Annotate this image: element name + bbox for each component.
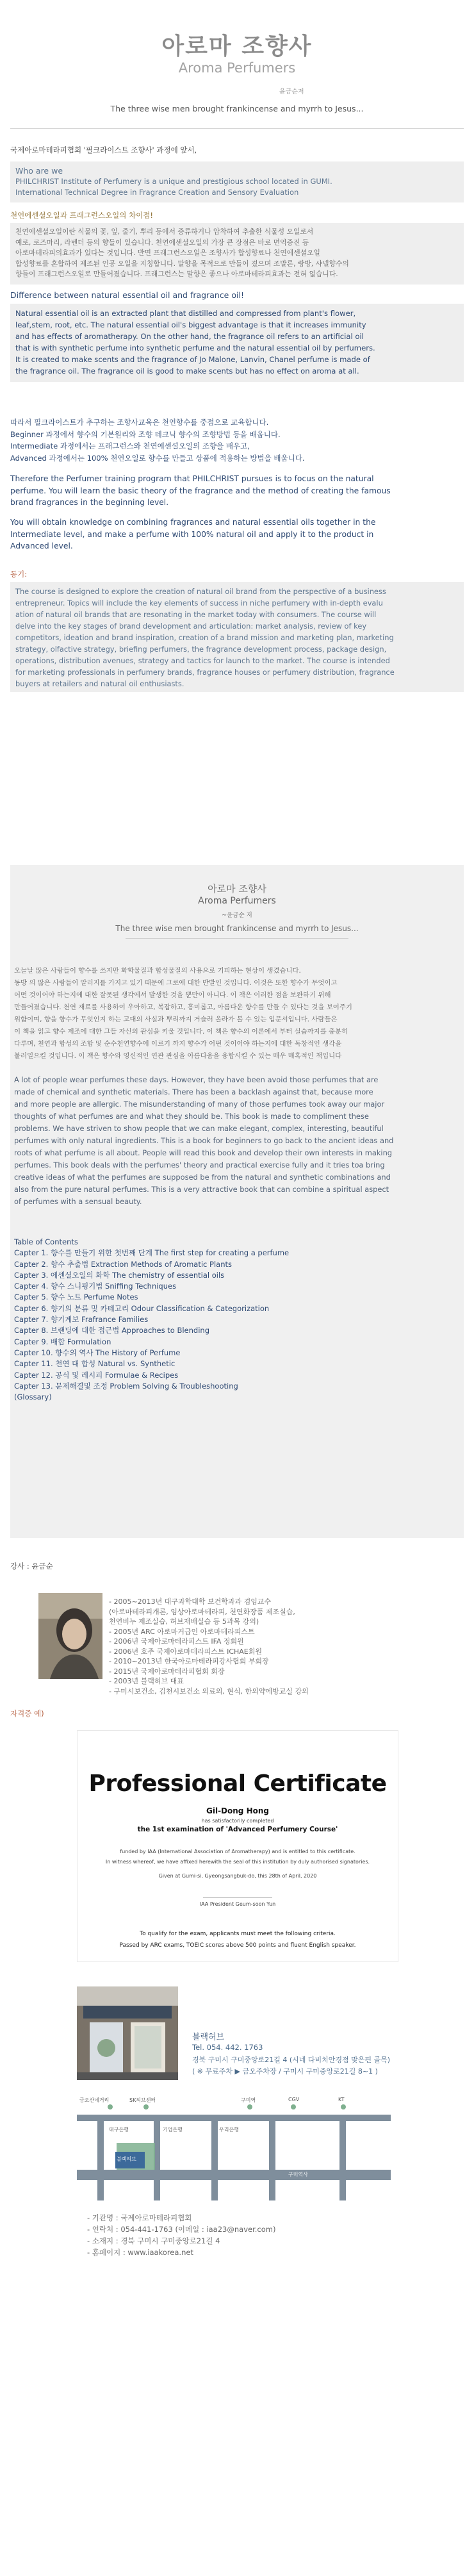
ko-line: 향들이 프래그런스오일로 만들어졌습니다. 프래그런스는 말향은 좋으나 아로마테라피효과는 전혀 없습니다. bbox=[15, 270, 338, 278]
certificate-signer: IAA President Geum-soon Yun bbox=[199, 1901, 276, 1907]
page-subtitle: Aroma Perfumers bbox=[178, 60, 296, 76]
motive-line: ation of natural oil brands that are resonating in the market today with consumers. The course will bbox=[15, 610, 377, 619]
book-section bbox=[10, 865, 464, 1538]
en-line: leaf,stem, root, etc. The natural essential oil's biggest advantage is that it increases immunity bbox=[15, 320, 366, 329]
footer-line: - 홈페이지 : www.iaakorea.net bbox=[87, 2248, 193, 2257]
map-label: 우리은행 bbox=[219, 2127, 239, 2133]
book-en-line: perfumes. This book deals with the perfumes' theory and practical exercise fully and it tries toa bring bbox=[14, 1160, 385, 1169]
book-en-line: problems. We have striven to show people that we can make elegant, complex, interesting, beautiful bbox=[14, 1124, 384, 1133]
map-label: KT bbox=[338, 2097, 345, 2102]
shop-parking: ( ※ 무료주차 ▶ 금오주차장 / 구미시 구미중앙로21길 8~1 ) bbox=[192, 2067, 378, 2076]
book-en-line: thoughts of what perfumes are and what they should be. This book is made to compliment these bbox=[14, 1112, 369, 1121]
page-title: 아로마 조향사 bbox=[161, 33, 313, 60]
toc-item: Capter 1. 향수를 만들기 위한 첫번째 단계 The first step for creating a perfume bbox=[14, 1248, 290, 1258]
certificate-qualify: To qualify for the exam, applicants must meet the following criteria. bbox=[140, 1931, 336, 1937]
shop-tel: Tel. 054. 442. 1763 bbox=[192, 2043, 263, 2052]
course-en-2 bbox=[10, 516, 464, 552]
book-en-line: creative ideas of what the perfumes are supposed be from the natural and synthetic combinations and bbox=[14, 1173, 391, 1182]
toc-item: Capter 2. 향수 추출법 Extraction Methods of Aromatic Plants bbox=[14, 1259, 232, 1269]
instructor-photo-art bbox=[38, 1593, 102, 1679]
instructor-cv bbox=[109, 1597, 429, 1696]
ko-line: 천연에센셜오일이란 식물의 꽃, 잎, 줄기, 뿌리 등에서 증류하거나 압착하여 추출한 식물성 오일로서 bbox=[15, 227, 314, 236]
cv-line: - 2010~2013년 한국아로마테라피강사협회 부회장 bbox=[109, 1657, 269, 1665]
cv-line: (아로마테라피개론, 임상아로마테라피, 천연화장품 제조실습, bbox=[109, 1607, 295, 1616]
ko-line: 예로, 로즈마리, 라벤더 등의 향들이 있습니다. 천연에센셜오일의 가장 큰 장점은 바로 면역증진 등 bbox=[15, 238, 309, 247]
certificate-witness: In witness whereof, we have affixed herewith the seal of this institution by duly authorised signatories. bbox=[105, 1859, 370, 1865]
en-diff-box bbox=[10, 304, 464, 382]
map-label: 기업은행 bbox=[163, 2127, 183, 2133]
certificate-label: 자격증 예) bbox=[10, 1709, 44, 1718]
motive-line: entrepreneur. Topics will include the key elements of success in niche perfumery with in-depth evalu bbox=[15, 599, 383, 607]
certificate-name: Gil-Dong Hong bbox=[206, 1806, 269, 1815]
cv-line: - 2005~2013년 대구과학대학 보건학과과 겸임교수 bbox=[109, 1598, 272, 1606]
shop-photo-art bbox=[77, 1986, 178, 2080]
en-line: the fragrance oil. The fragrance oil is good to make scents but has no effect on aroma at all. bbox=[15, 367, 359, 376]
ko-question: 천연에센셜오일과 프래그런스오일의 차이점! bbox=[10, 211, 153, 220]
motive-line: delve into the key stages of brand development and articulation: market analysis, review of key bbox=[15, 622, 367, 631]
who-line: International Technical Degree in Fragrance Creation and Sensory Evaluation bbox=[15, 188, 299, 197]
book-ko-line: 다루며, 천연과 합성의 조합 및 순수천연향수에 이르기 까지 향수가 어떤 것이어야 하는지에 대한 독창적인 생각을 bbox=[14, 1040, 342, 1048]
location-map bbox=[77, 2092, 391, 2200]
book-author: ~윤금순 저 bbox=[222, 912, 252, 919]
course-ko-line: Intermediate 과정에서는 프래그런스와 천연에센셜오일의 조향을 배우고, bbox=[10, 442, 250, 450]
footer-info bbox=[87, 2212, 446, 2258]
book-en-line: perfumes with only natural ingredients. This is a book for beginners to go back to the ancient ideas and bbox=[14, 1136, 394, 1145]
toc-item: Capter 8. 브랜딩에 대한 접근법 Approaches to Blending bbox=[14, 1326, 210, 1335]
book-ko-line: 이 책을 읽고 향수 제조에 대한 그들 자신의 관심을 키울 것입니다. 이 책은 향수의 이론에서 부터 실습까지를 충분히 bbox=[14, 1028, 348, 1036]
course-en-line: Advanced level. bbox=[10, 541, 73, 550]
motive-line: for marketing professionals in perfumery brands, fragrance houses or perfumery distribution, fragrance bbox=[15, 668, 395, 677]
cv-line: - 2015년 국제아로마테라피협회 회장 bbox=[109, 1667, 225, 1676]
who-line: PHILCHRIST Institute of Perfumery is a unique and prestigious school located in GUMI. bbox=[15, 177, 332, 186]
table-of-contents bbox=[14, 1237, 462, 1403]
ko-line: 합성향료를 혼합하여 제조된 인공 오일을 지칭합니다. 말향을 목적으로 만들어 졌으며 조말론, 랑방, 샤넬향수의 bbox=[15, 259, 349, 268]
intro-announce: 국제아로마테라피협회 '필크라이스트 조향사' 과정에 앞서, bbox=[10, 145, 197, 154]
certificate-card bbox=[77, 1730, 398, 1962]
map-label: 금오산네거리 bbox=[79, 2097, 110, 2103]
toc-item: Capter 12. 공식 및 레시피 Formulae & Recipes bbox=[14, 1370, 179, 1380]
en-line: and has effects of aromatherapy. On the other hand, the fragrance oil refers to an artificial oil bbox=[15, 332, 364, 341]
course-en-line: Therefore the Perfumer training program that PHILCHRIST pursues is to focus on the natural bbox=[10, 474, 374, 483]
toc-item: Capter 6. 향기의 분류 및 카테고리 Odour Classification & Categorization bbox=[14, 1303, 270, 1313]
cv-line: - 2005년 ARC 아로마거급인 아로마테라피스트 bbox=[109, 1627, 255, 1636]
ko-line: 아로마테라피의효과가 있다는 것입니다. 반면 프래그런스오일은 조향사가 합성향료나 천연에센셜오일 bbox=[15, 249, 320, 257]
en-line: that is with synthetic perfume into synthetic perfume and the natural essential oil by perfumers. bbox=[15, 343, 375, 352]
toc-item: Capter 7. 향기계보 Frafrance Families bbox=[14, 1315, 149, 1325]
cv-line: - 2006년 호주 국제아로마테라피스트 ICHAE회원 bbox=[109, 1647, 263, 1656]
ko-diff-box bbox=[10, 223, 464, 285]
book-ko-line: 만들어졌습니다. 천연 재료를 사용하여 우아하고, 복잡하고, 흥미롭고, 아름다운 향수를 만들 수 있다는 것을 보여주기 bbox=[14, 1003, 352, 1011]
toc-item: (Glossary) bbox=[14, 1392, 52, 1402]
certificate-funded: funded by IAA (International Association of Aromatherapy) and is entitled to this certificate. bbox=[120, 1849, 356, 1854]
book-title: 아로마 조향사 bbox=[208, 883, 266, 895]
instructor-label: 강사 : 윤금순 bbox=[10, 1562, 53, 1571]
map-label: SK허브센터 bbox=[129, 2097, 156, 2103]
author-credit: 윤금순저 bbox=[279, 88, 304, 95]
tagline: The three wise men brought frankincense and myrrh to Jesus... bbox=[110, 104, 364, 113]
book-ko-line: 오늘날 많은 사람들이 향수를 쓰지만 화학물질과 합성물질의 사용으로 기피하는 현상이 생겼습니다. bbox=[14, 967, 301, 975]
course-ko bbox=[10, 417, 464, 464]
course-ko-line: 따라서 필크라이스트가 추구하는 조향사교육은 천연향수를 중점으로 교육합니다. bbox=[10, 418, 269, 427]
motive-line: The course is designed to explore the creation of natural oil brand from the perspective of a business bbox=[15, 587, 386, 596]
toc-title: Table of Contents bbox=[14, 1237, 78, 1246]
book-en-line: A lot of people wear perfumes these days. However, they have been avoid those perfumes that are bbox=[14, 1075, 379, 1084]
book-divider bbox=[126, 938, 348, 939]
header bbox=[0, 0, 474, 135]
cv-line: - 2003년 블랙허브 대표 bbox=[109, 1677, 184, 1685]
certificate-completed: has satisfactorily completed bbox=[201, 1818, 274, 1824]
toc-item: Capter 10. 향수의 역사 The History of Perfume bbox=[14, 1348, 181, 1357]
map-label: 구미역사 bbox=[288, 2172, 308, 2177]
toc-item: Capter 13. 문제해결및 조정 Problem Solving & Troubleshooting bbox=[14, 1381, 238, 1391]
course-en-line: You will obtain knowledge on combining fragrances and natural essential oils together in the bbox=[10, 518, 376, 527]
motive-line: competitors, ideation and brand inspiration, creation of a brand mission and marketing plan, marketing bbox=[15, 633, 394, 642]
who-are-we-box bbox=[10, 161, 464, 202]
book-en-text bbox=[14, 1074, 462, 1208]
map-shop-label: 블랙허브 bbox=[117, 2156, 136, 2162]
book-ko-line: 동방 의 많은 사람들이 알러지를 가지고 있기 때문에 그로에 대한 반발인 것입니다. 이것은 또한 향수가 무엇이고 bbox=[14, 979, 338, 987]
course-ko-line: Beginner 과정에서 향수의 기본원리와 조향 테크닉 향수의 조향방법 등을 배웁니다. bbox=[10, 429, 281, 439]
divider bbox=[10, 128, 464, 129]
book-ko-line: 위함이며, 향을 향수가 무엇인지 하는 고대의 사실과 뿌리까지 거슬러 올라가 볼 수 있는 입문서입니다. 사람들은 bbox=[14, 1016, 338, 1023]
course-ko-line: Advanced 과정에서는 100% 천연오일로 향수를 만들고 상품에 적용하는 방법을 배웁니다. bbox=[10, 453, 305, 463]
book-en-line: and more people are allergic. The misunderstanding of many of those perfumes took away our major bbox=[14, 1100, 385, 1109]
motive-box bbox=[10, 582, 464, 692]
course-en-line: brand fragrances in the beginning level. bbox=[10, 498, 169, 507]
footer-line: - 연락처 : 054-441-1763 (이메일 : iaa23@naver.com) bbox=[87, 2225, 276, 2234]
cv-line: - 구미시보건소, 김천시보건소 의료의, 현식, 한의약에방교실 강의 bbox=[109, 1687, 309, 1696]
shop-address: 경북 구미시 구미중앙로21길 4 (시네 다비치안경점 맞은편 골목) bbox=[192, 2056, 391, 2064]
certificate-criteria: Passed by ARC exams, TOEIC scores above 500 points and fluent English speaker. bbox=[119, 1942, 356, 1949]
motive-line: strategy, olfactive strategy, briefing perfumers, the fragrance development process, package design, bbox=[15, 645, 387, 654]
book-tagline: The three wise men brought frankincense and myrrh to Jesus... bbox=[115, 924, 359, 933]
toc-item: Capter 3. 에센셜오일의 화학 The chemistry of essential oils bbox=[14, 1270, 225, 1280]
map-label: 대구은행 bbox=[109, 2127, 129, 2133]
toc-item: Capter 11. 천연 대 합성 Natural vs. Synthetic bbox=[14, 1359, 176, 1369]
toc-item: Capter 9. 배합 Formulation bbox=[14, 1337, 111, 1346]
course-en-1 bbox=[10, 473, 464, 509]
en-line: Natural essential oil is an extracted plant that distilled and compressed from plant's flower, bbox=[15, 309, 356, 318]
book-en-line: also from the pure natural perfumes. This is a very attractive book that can combine a spiritual aspect bbox=[14, 1185, 389, 1194]
footer-line: - 소재지 : 경북 구미시 구미중앙로21길 4 bbox=[87, 2236, 220, 2245]
map-graphic bbox=[77, 2092, 391, 2200]
who-title: Who are we bbox=[15, 166, 63, 176]
certificate-course: the 1st examination of 'Advanced Perfumery Course' bbox=[137, 1826, 338, 1833]
motive-line: buyers at retailers and natural oil enthusiasts. bbox=[15, 679, 184, 688]
toc-item: Capter 4. 향수 스니핑기법 Sniffing Techniques bbox=[14, 1282, 177, 1291]
shop-name: 블랙허브 bbox=[192, 2033, 225, 2042]
book-ko-line: 불러일으킬 것입니다. 이 책은 향수와 영신적인 연관 관심을 아름다움을 융합시킬 수 있는 매우 매혹적인 책입니다 bbox=[14, 1052, 342, 1060]
book-ko-line: 어떤 것이어야 하는지에 대한 잘못된 생각에서 발생한 것을 뿐만이 아니다. 이 책은 이러한 점을 보완하기 위해 bbox=[14, 991, 331, 999]
cv-line: 천연비누 제조실습, 허브재배실습 등 5과목 강의) bbox=[109, 1617, 259, 1626]
map-label: CGV bbox=[288, 2097, 300, 2102]
course-en-line: Intermediate level, and make a perfume with 100% natural oil and apply it to the product in bbox=[10, 529, 374, 539]
certificate-title: Professional Certificate bbox=[88, 1771, 387, 1797]
cv-line: - 2006년 국제아로마테라피스트 IFA 정회원 bbox=[109, 1637, 244, 1646]
certificate-given: Given at Gumi-si, Gyeongsangbuk-do, this 28th of April, 2020 bbox=[158, 1873, 317, 1879]
motive-line: operations, distribution avenues, strategy and tactics for launch to the market. The course is intended bbox=[15, 656, 390, 665]
map-label: 구미역 bbox=[241, 2097, 256, 2103]
instructor-photo bbox=[38, 1593, 102, 1679]
book-en-line: of perfumes with a sensual beauty. bbox=[14, 1197, 142, 1206]
toc-item: Capter 5. 향수 노트 Perfume Notes bbox=[14, 1292, 138, 1302]
book-ko-text bbox=[14, 965, 462, 1062]
book-en-line: roots of what perfume is all about. People will read this book and develop their own interests in making bbox=[14, 1148, 393, 1157]
shop-photo bbox=[77, 1986, 178, 2080]
en-question: Difference between natural essential oil and fragrance oil! bbox=[10, 290, 244, 300]
book-subtitle: Aroma Perfumers bbox=[198, 896, 276, 906]
en-line: It is created to make scents and the fragrance of Jo Malone, Lanvin, Chanel perfume is made of bbox=[15, 355, 370, 364]
footer-line: - 기관명 : 국제아로마테라피협회 bbox=[87, 2213, 192, 2222]
book-en-line: made of chemical and synthetic materials. There has been a backlash against that, because more bbox=[14, 1087, 373, 1096]
signature-line bbox=[203, 1897, 272, 1898]
motive-label: 동기: bbox=[10, 570, 28, 579]
course-en-line: perfume. You will learn the basic theory of the fragrance and the method of creating the famous bbox=[10, 486, 391, 495]
